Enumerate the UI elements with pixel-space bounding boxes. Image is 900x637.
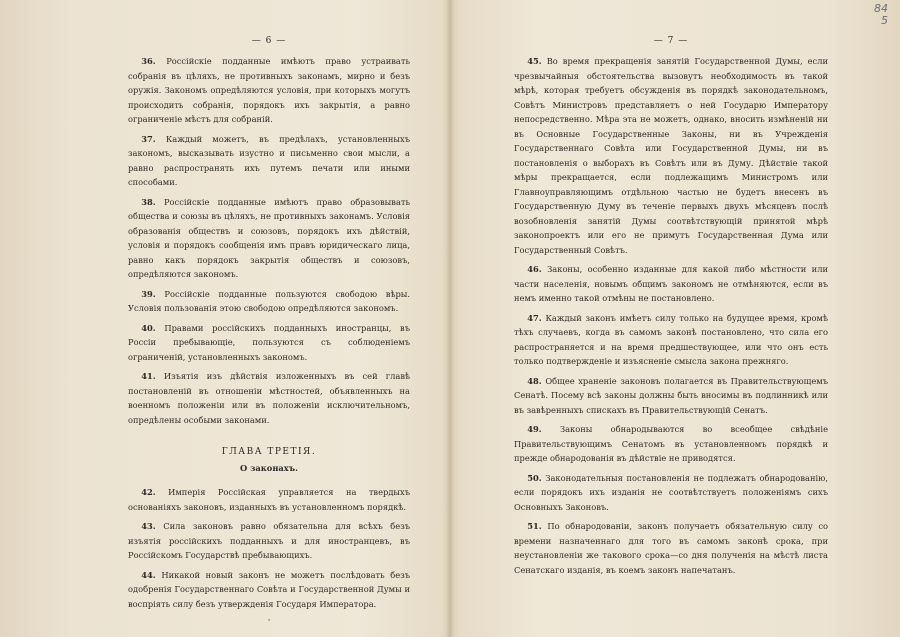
- article-text: Законы обнародываются во всеобщее свѣдѣніе Правительствующимъ Сенатомъ въ установленномъ порядкѣ и прежде обнародованія въ дѣйствіе не приводятся.: [514, 424, 828, 463]
- article-paragraph: [128, 195, 410, 282]
- article-paragraph: [514, 262, 828, 306]
- article-number: 49.: [527, 424, 542, 434]
- article-paragraph: [514, 374, 828, 418]
- article-text: Россійскіе подданные имѣютъ право устраивать собранія въ цѣляхъ, не противныхъ законамъ, мирно и безъ оружія. Закономъ опредѣляются условія, при которыхъ могутъ происходить собранія, порядокъ ихъ закрытія, а равно ограниченіе мѣстъ для собраній.: [128, 56, 410, 124]
- article-paragraph: [128, 54, 410, 127]
- article-text: Каждый законъ имѣетъ силу только на будущее время, кромѣ тѣхъ случаевъ, когда въ самомъ законѣ постановлено, что сила его распространяется и на время предшествующее, или что онъ есть только подтвержденіе и изъясненіе смысла закона прежняго.: [514, 312, 829, 366]
- article-list: [128, 54, 410, 427]
- article-text: Законы, особенно изданные для какой либо мѣстности или части населенія, новымъ общимъ закономъ не отмѣняются, если въ немъ именно такой отмѣны не постановлено.: [514, 264, 829, 303]
- article-paragraph: [128, 287, 410, 316]
- article-text: Общее храненіе законовъ полагается въ Правительствующемъ Сенатѣ. Посему всѣ законы должны быть вносимы въ подлинникѣ или въ завѣренныхъ спискахъ въ Правительствующій Сенатъ.: [514, 375, 828, 415]
- article-list: [514, 54, 828, 577]
- article-paragraph: [514, 54, 828, 257]
- article-text: Россійскіе подданные имѣютъ право образовывать общества и союзы въ цѣляхъ, не противныхъ законамъ. Условія образованія обществъ и союзовъ, порядокъ ихъ дѣйствій, условія и порядокъ сообщенія имъ правъ юридическаго лица, равно какъ порядокъ закрытія обществъ и союзовъ, опредѣляются закономъ.: [128, 196, 411, 279]
- article-text: Сила законовъ равно обязательна для всѣхъ безъ изъятія россійскихъ подданныхъ и для иностранцевъ, въ Россійскомъ Государствѣ пребывающихъ.: [128, 521, 411, 560]
- article-number: 43.: [141, 521, 156, 531]
- article-number: 38.: [141, 196, 156, 207]
- article-text: Имперія Россійская управляется на твердыхъ основаніяхъ законовъ, изданныхъ въ установленномъ порядкѣ.: [128, 487, 410, 512]
- article-paragraph: [514, 311, 828, 369]
- article-text: По обнародованіи, законъ получаетъ обязательную силу со времени назначеннаго для того въ самомъ законѣ срока, при неустановленіи же такового срока—со дня полученія на мѣстѣ листа Сенатскаго изданія, въ коемъ законъ напечатанъ.: [514, 521, 829, 575]
- article-number: 45.: [527, 56, 542, 66]
- article-paragraph: [128, 132, 410, 190]
- article-number: 39.: [141, 288, 156, 299]
- article-paragraph: [128, 369, 410, 427]
- article-text: Россійскіе подданные пользуются свободою вѣры. Условія пользованія этою свободою опредѣляются закономъ.: [128, 288, 410, 313]
- article-number: 51.: [527, 521, 542, 531]
- handwritten-folio-number: 84: [874, 2, 888, 15]
- article-text: Никакой новый законъ не можетъ послѣдовать безъ одобренія Государственнаго Совѣта и Государственной Думы и воспріять силу безъ утвержденія Государя Императора.: [128, 569, 411, 609]
- article-paragraph: [128, 568, 410, 612]
- article-number: 37.: [141, 133, 156, 144]
- chapter-subtitle: О законахъ.: [240, 463, 298, 473]
- article-number: 41.: [141, 371, 156, 381]
- article-paragraph: [514, 422, 828, 466]
- article-paragraph: [128, 485, 410, 514]
- right-page: [450, 0, 900, 637]
- page-number: — 6 —: [251, 36, 287, 46]
- article-number: 44.: [141, 569, 156, 580]
- article-number: 47.: [527, 312, 542, 323]
- article-paragraph: [128, 321, 410, 365]
- handwritten-mark: 5: [881, 14, 888, 27]
- article-paragraph: [128, 519, 410, 563]
- article-list: [128, 485, 410, 611]
- chapter-title: ГЛАВА ТРЕТІЯ.: [221, 447, 317, 457]
- page-number: — 7 —: [653, 36, 689, 46]
- article-text: Изъятія изъ дѣйствія изложенныхъ въ сей главѣ постановленій въ отношеніи мѣстностей, объявленныхъ на военномъ положеніи или въ положеніи исключительномъ, опредѣлены особыми законами.: [128, 371, 411, 425]
- article-text: Каждый можетъ, въ предѣлахъ, установленныхъ закономъ, высказывать изустно и письменно свои мысли, а равно распространять ихъ путемъ печати или иными способами.: [128, 133, 410, 187]
- article-text: Правами россійскихъ подданныхъ иностранцы, въ Россіи пребывающіе, пользуются съ соблюденіемъ ограниченій, установленныхъ закономъ.: [128, 322, 410, 362]
- article-text: Законодательныя постановленія не подлежатъ обнародованію, если порядокъ ихъ изданія не соотвѣтствуетъ положеніямъ сихъ Основныхъ Законовъ.: [514, 472, 828, 512]
- end-mark: ·: [267, 616, 271, 626]
- article-paragraph: [514, 519, 828, 577]
- article-number: 46.: [527, 264, 542, 274]
- article-number: 36.: [141, 56, 156, 66]
- article-number: 50.: [527, 472, 542, 483]
- article-number: 40.: [141, 322, 156, 333]
- handwritten-page-note: [874, 3, 888, 27]
- article-number: 48.: [527, 375, 542, 386]
- article-number: 42.: [141, 487, 156, 497]
- article-paragraph: [514, 471, 828, 515]
- article-text: Во время прекращенія занятій Государственной Думы, если чрезвычайныя обстоятельства вызовутъ необходимость въ такой мѣрѣ, которая требуетъ обсужденія въ порядкѣ законодательномъ, Совѣтъ Министровъ представляетъ о ней Государю Императору непосредственно. Мѣра эта не можетъ, однако, вносить измѣненій ни въ Основные Государственные Законы, ни въ Учрежденія Государственнаго Совѣта или Государственной Думы, ни въ постановленія о выборахъ въ Совѣтъ или въ Думу. Дѣйствіе такой мѣры прекращается, если подлежащимъ Министромъ или Главноуправляющимъ отдѣльною частью не будетъ внесенъ въ Государственную Думу въ теченіе первыхъ двухъ мѣсяцевъ послѣ возобновленія занятій Думы соотвѣтствующій принятой мѣрѣ законопроектъ или его не примутъ Государственная Дума или Государственный Совѣтъ.: [514, 56, 828, 255]
